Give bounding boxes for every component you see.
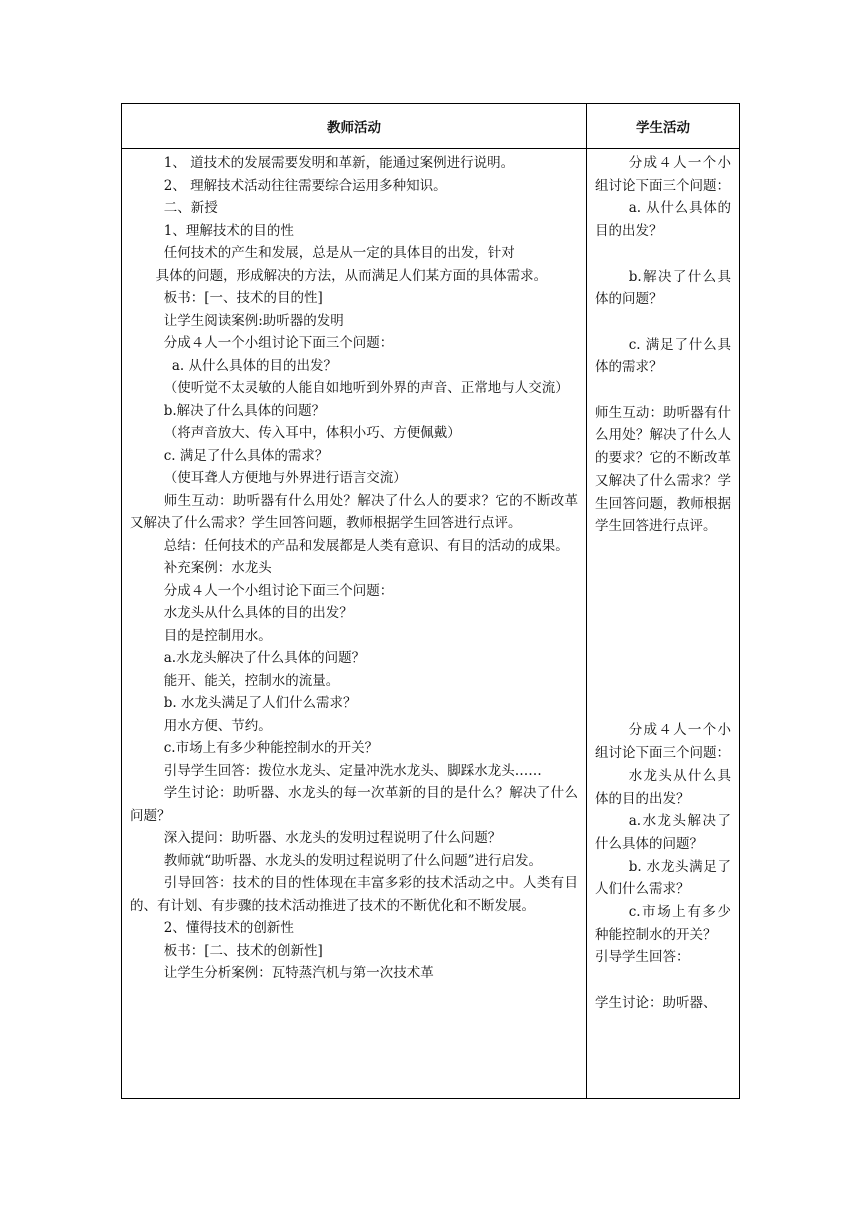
text-line: b. 水龙头满足了人们什么需求？: [163, 695, 357, 711]
text-paragraph: a.水龙头解决了什么具体的问题？: [595, 813, 731, 852]
text-paragraph: 学生讨论：助听器、水龙头的每一次革新的目的是什么？解决了什么问题？: [130, 785, 578, 824]
text-line: 2、懂得技术的创新性: [163, 920, 294, 936]
table-header-row: [122, 104, 740, 149]
text-line: 板书：[一、技术的目的性]: [163, 290, 323, 306]
teacher-activity-cell: [122, 149, 587, 1099]
text-paragraph: 师生互动：助听器有什么用处？解决了什么人的要求？它的不断改革又解决了什么需求？学生回答问题，教师根据学生回答进行点评。: [130, 492, 578, 531]
text-line: （使耳聋人方便地与外界进行语言交流）: [163, 470, 407, 486]
text-paragraph: c. 满足了什么具体的需求？: [595, 336, 731, 376]
text-line: 让学生分析案例：瓦特蒸汽机与第一次技术革: [163, 965, 434, 981]
text-line: c.市场上有多少种能控制水的开关？: [163, 740, 379, 756]
student-activity-cell: [587, 149, 740, 1099]
text-line: 用水方便、节约。: [163, 717, 272, 734]
text-paragraph: 学生讨论：助听器、: [595, 994, 717, 1011]
text-paragraph: 水龙头从什么具体的目的出发？: [595, 767, 731, 807]
text-paragraph: b. 水龙头满足了人们什么需求？: [595, 858, 731, 898]
text-line: 水龙头从什么具体的目的出发？: [163, 605, 353, 621]
text-line: 引导学生回答：拨位水龙头、定量冲洗水龙头、脚踩水龙头……: [163, 762, 542, 779]
text-line: 深入提问：助听器、水龙头的发明过程说明了什么问题？: [163, 830, 502, 846]
text-paragraph: c.市场上有多少种能控制水的开关？: [595, 904, 731, 943]
text-line: 能开、能关，控制水的流量。: [163, 672, 340, 689]
text-line: （将声音放大、传入耳中，体积小巧、方便佩戴）: [163, 425, 461, 441]
text-line: 2、 理解技术活动往往需要综合运用多种知识。: [163, 177, 447, 194]
text-paragraph: a. 从什么具体的目的出发？: [595, 200, 731, 240]
text-line: 二、新授: [163, 200, 218, 216]
text-line: a. 从什么具体的目的出发？: [171, 357, 337, 374]
text-line: 让学生阅读案例:助听器的发明: [163, 312, 344, 329]
text-paragraph: 引导学生回答：: [595, 949, 690, 966]
text-paragraph: 分成４人一个小组讨论下面三个问题：: [595, 155, 731, 194]
text-paragraph: 引导回答：技术的目的性体现在丰富多彩的技术活动之中。人类有目的、有计划、有步骤的技术活动推进了技术的不断优化和不断发展。: [130, 875, 578, 914]
text-line: 板书：[二、技术的创新性]: [163, 942, 323, 959]
text-line: 分成４人一个小组讨论下面三个问题：: [163, 582, 394, 599]
text-line: c. 满足了什么具体的需求？: [163, 447, 329, 464]
text-paragraph: （使听觉不太灵敏的人能自如地听到外界的声音、正常地与人交流）: [163, 380, 569, 396]
text-paragraph: b.解决了什么具体的问题？: [595, 268, 731, 308]
text-paragraph: 师生互动：助听器有什么用处？解决了什么人的要求？它的不断改革又解决了什么需求？学生回答问题，教师根据学生回答进行点评。: [595, 404, 731, 535]
text-line: a.水龙头解决了什么具体的问题？: [163, 650, 366, 666]
text-line: b.解决了什么具体的问题？: [163, 402, 326, 419]
text-line: 目的是控制用水。: [163, 627, 272, 644]
student-activity-header: 学生活动: [587, 104, 740, 149]
text-line: 1、 道技术的发展需要发明和革新，能通过案例进行说明。: [163, 155, 515, 171]
text-line: 任何技术的产生和发展，总是从一定的具体目的出发，针对: [163, 245, 515, 261]
text-line: 具体的问题，形成解决的方法，从而满足人们某方面的具体需求。: [155, 267, 548, 284]
text-line: 分成４人一个小组讨论下面三个问题：: [163, 335, 394, 351]
text-line: 1、理解技术的目的性: [163, 222, 294, 239]
text-paragraph: 分成４人一个小组讨论下面三个问题：: [595, 722, 731, 762]
text-paragraph: 教师就“助听器、水龙头的发明过程说明了什么问题”进行启发。: [163, 852, 543, 869]
teacher-activity-header: 教师活动: [122, 104, 587, 149]
text-paragraph: 总结：任何技术的产品和发展都是人类有意识、有目的活动的成果。: [163, 537, 569, 554]
lesson-plan-table: [121, 103, 740, 1099]
table-body-row: [122, 149, 740, 1099]
text-line: 补充案例：水龙头: [163, 560, 272, 576]
